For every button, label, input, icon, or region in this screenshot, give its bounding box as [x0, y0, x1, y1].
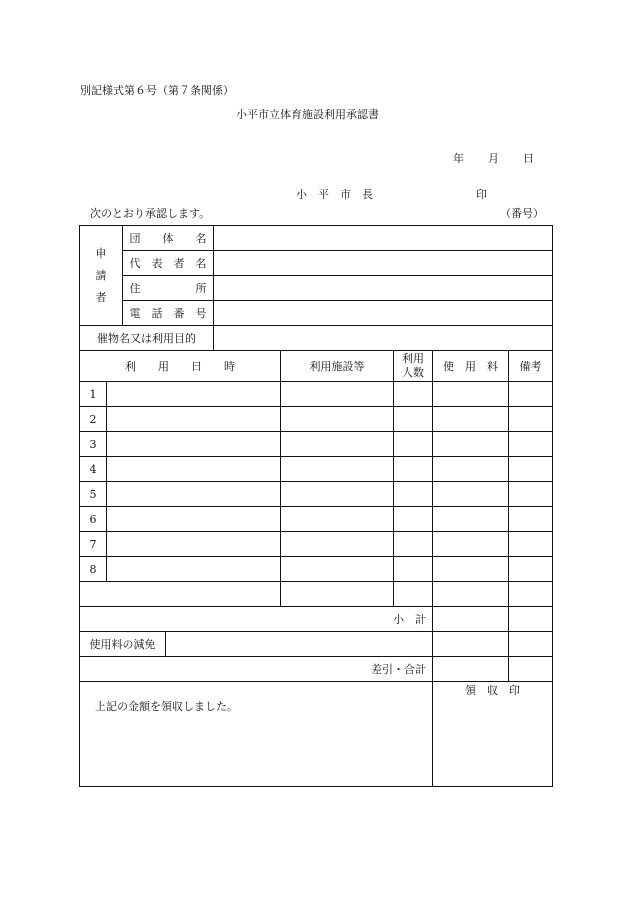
row-number: 3: [89, 437, 97, 451]
phone-label: 電 話 番 号: [129, 307, 207, 320]
applicant-char: 申: [95, 246, 107, 260]
table-border-bottom: [79, 786, 553, 787]
header-people-line1: 利用: [402, 352, 424, 365]
reduction-label: 使用料の減免: [89, 638, 156, 651]
reduction-field[interactable]: [433, 632, 508, 656]
header-fee: 使 用 料: [443, 360, 498, 373]
form-reference: 別記様式第６号（第７条関係）: [80, 84, 234, 97]
row-number: 5: [89, 487, 97, 501]
address-label: 住 所: [129, 282, 207, 295]
purpose-field[interactable]: [218, 326, 548, 350]
subtotal-field[interactable]: [433, 607, 508, 631]
group-name-field[interactable]: [218, 226, 548, 250]
date-month: 月: [488, 152, 499, 165]
group-name-label: 団 体 名: [129, 232, 207, 245]
rule: [79, 406, 553, 407]
header-people: [394, 351, 432, 381]
rule: [79, 381, 553, 382]
document-number: （番号）: [500, 207, 544, 220]
header-facility: 利用施設等: [309, 360, 365, 373]
rule: [432, 350, 433, 787]
applicant-char: 請: [95, 268, 107, 282]
representative-field[interactable]: [218, 251, 548, 275]
rule: [393, 350, 394, 606]
receipt-statement: 上記の金額を領収しました。: [95, 700, 238, 713]
rule: [79, 481, 553, 482]
total-field[interactable]: [433, 657, 508, 681]
purpose-label: 催物名又は利用目的: [97, 332, 196, 345]
receipt-seal-label: 領 収 印: [465, 684, 520, 697]
applicant-char: 者: [95, 290, 107, 304]
row-number: 6: [89, 512, 97, 526]
issuer-seal: 印: [476, 188, 487, 201]
phone-field[interactable]: [218, 301, 548, 325]
representative-label: 代 表 者 名: [129, 257, 207, 270]
applicant-group-label: [80, 226, 122, 325]
rule: [79, 581, 553, 582]
document-title: 小平市立体育施設利用承認書: [236, 108, 379, 121]
total-label: 差引・合計: [371, 663, 426, 676]
issuer-name: 小 平 市 長: [296, 188, 373, 201]
rule: [79, 456, 553, 457]
date-year: 年: [453, 152, 464, 165]
rule: [213, 225, 214, 350]
rule: [508, 350, 509, 681]
approval-statement: 次のとおり承認します。: [90, 207, 211, 220]
row-number: 1: [89, 387, 97, 401]
rule: [165, 631, 166, 656]
row-number: 4: [89, 462, 97, 476]
header-remarks: 備考: [519, 360, 542, 373]
row-number: 8: [89, 562, 97, 576]
rule: [79, 556, 553, 557]
rule: [280, 350, 281, 606]
header-datetime: 利 用 日 時: [125, 360, 235, 373]
header-people-line2: 人数: [402, 366, 424, 379]
rule: [79, 431, 553, 432]
rule: [79, 531, 553, 532]
rule: [106, 381, 107, 581]
subtotal-label: 小 計: [393, 613, 426, 626]
row-number: 7: [89, 537, 97, 551]
rule: [79, 506, 553, 507]
date-day: 日: [523, 152, 534, 165]
row-number: 2: [89, 412, 97, 426]
address-field[interactable]: [218, 276, 548, 300]
